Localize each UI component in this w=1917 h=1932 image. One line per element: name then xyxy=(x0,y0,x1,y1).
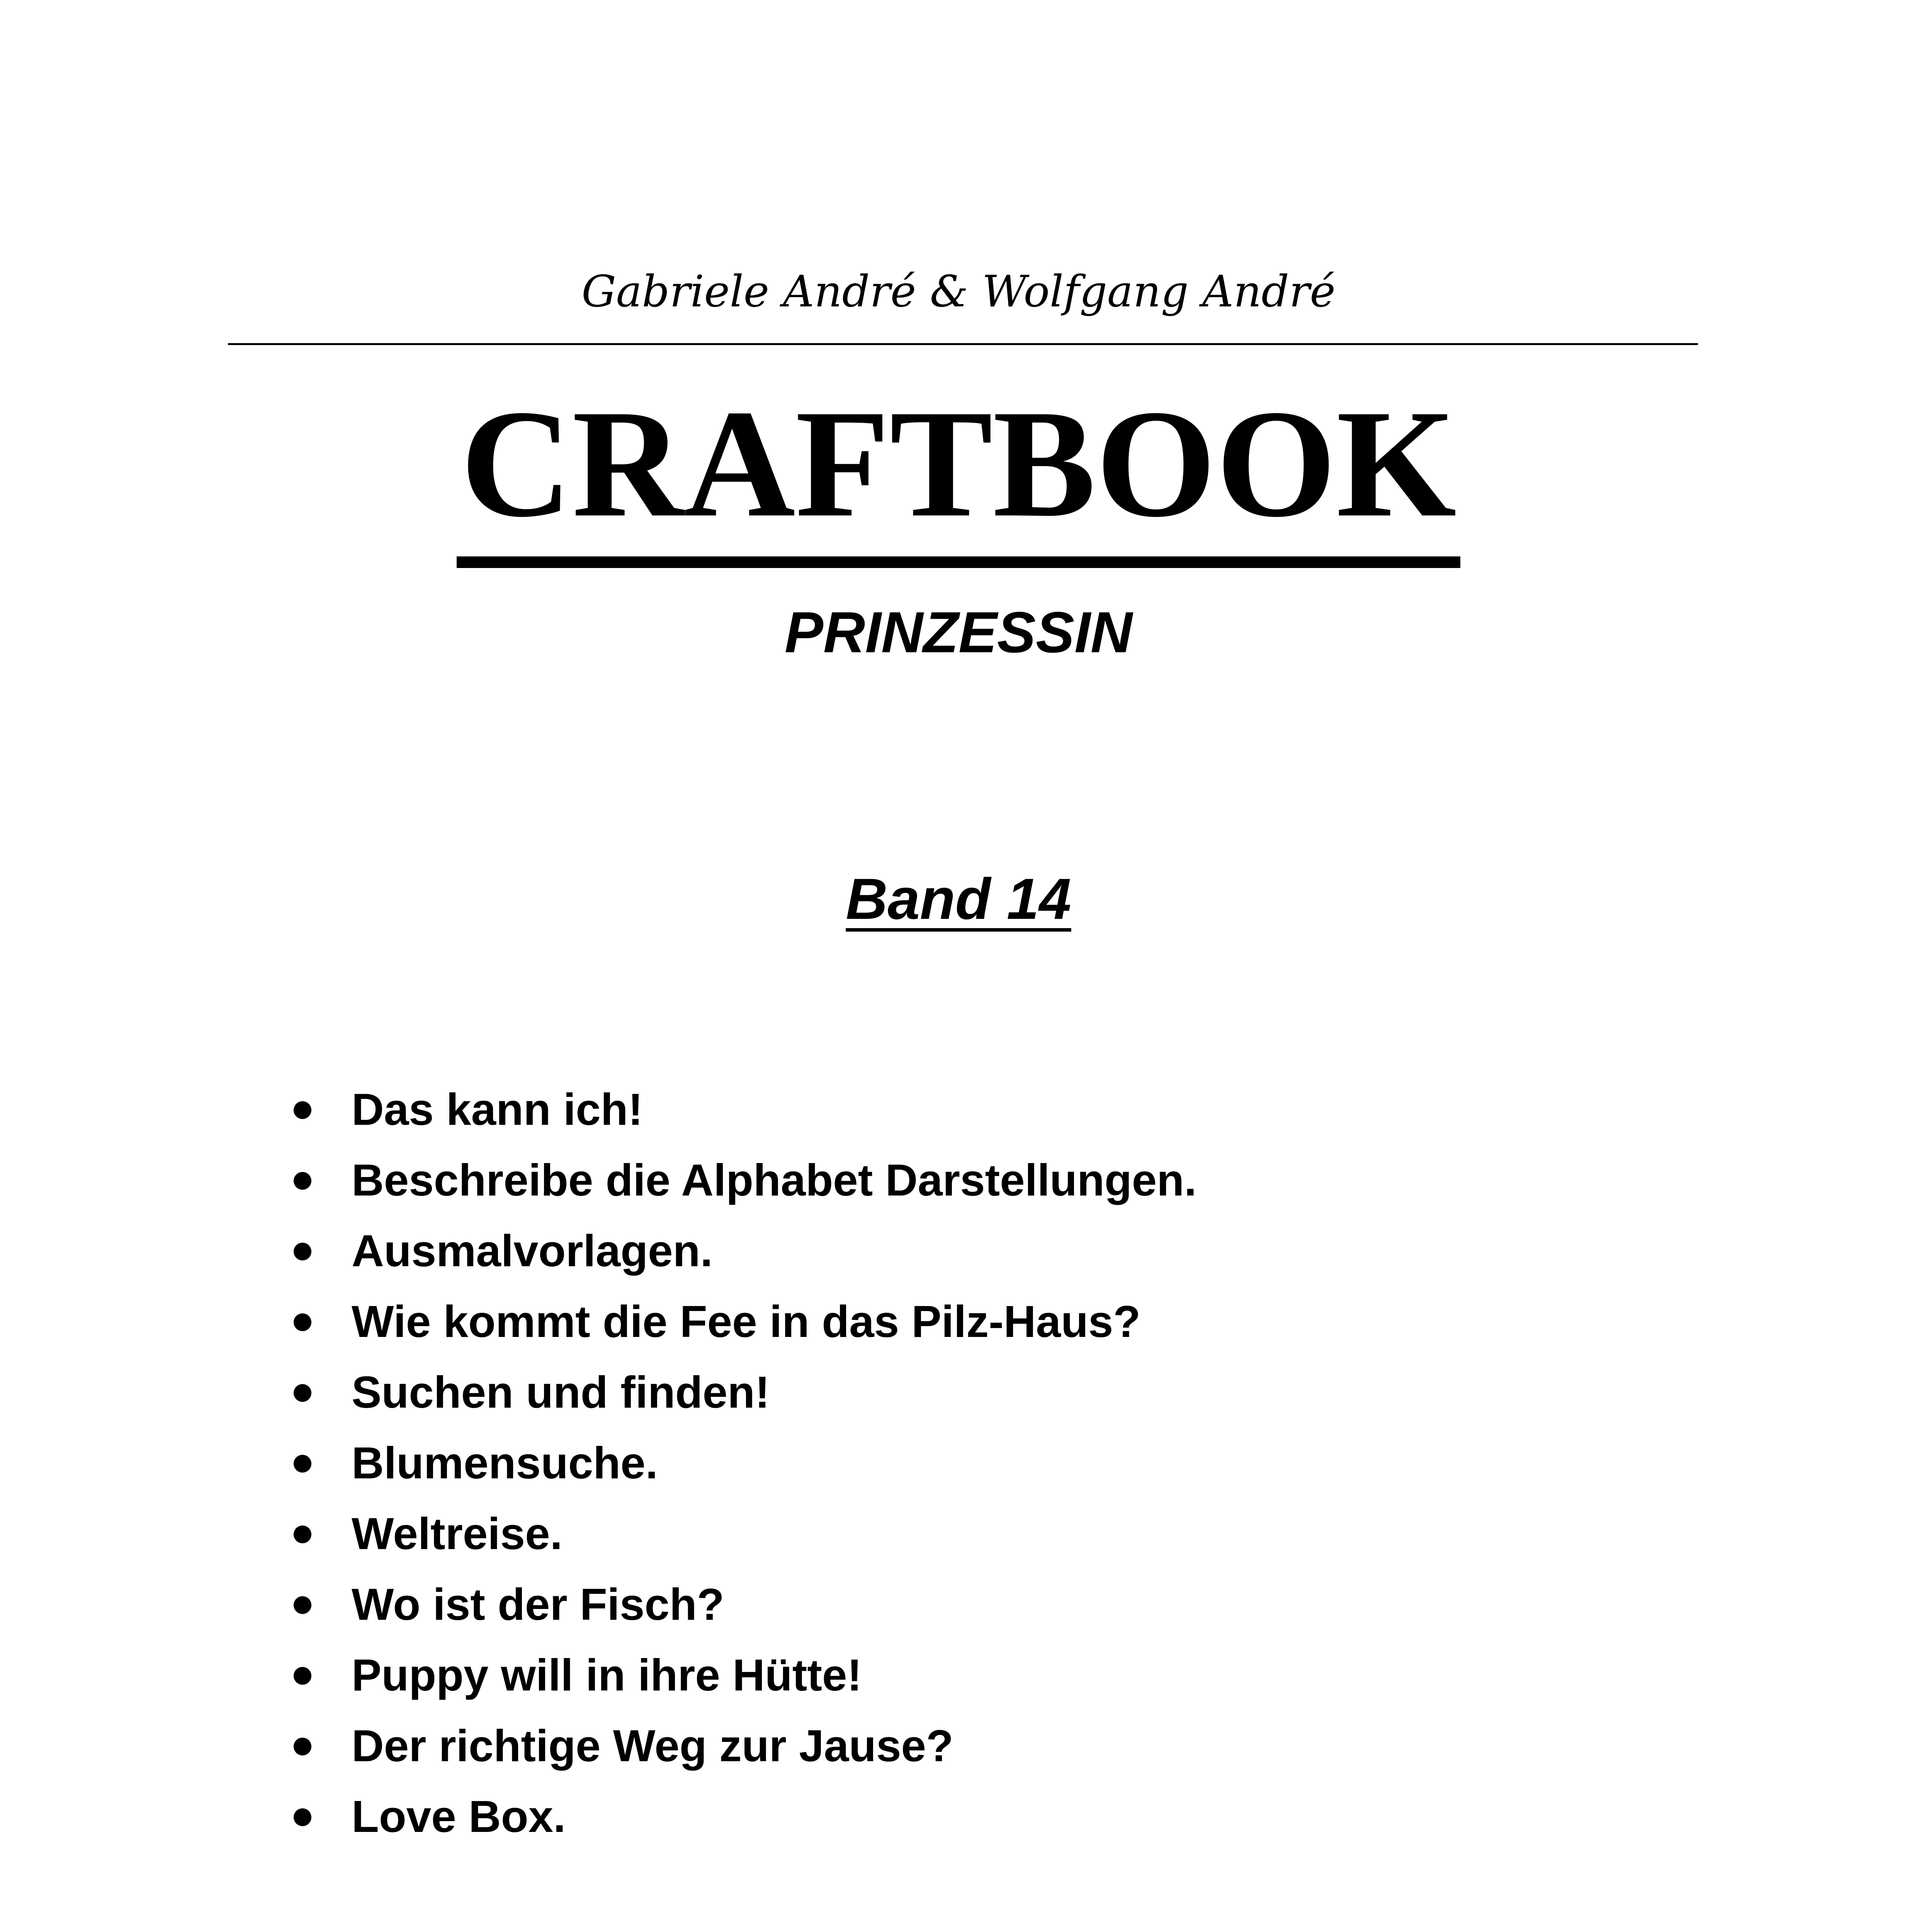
book-title: CRAFTBOOK xyxy=(457,386,1460,568)
book-subtitle: PRINZESSIN xyxy=(784,600,1133,665)
contents-list xyxy=(294,1074,1196,1852)
list-item: Puppy will in ihre Hütte! xyxy=(294,1640,1196,1711)
list-item: Beschreibe die Alphabet Darstellungen. xyxy=(294,1145,1196,1216)
author-line: Gabriele André & Wolfgang André xyxy=(581,267,1336,317)
list-item: Wie kommt die Fee in das Pilz-Haus? xyxy=(294,1286,1196,1357)
list-item: Blumensuche. xyxy=(294,1428,1196,1498)
list-item: Suchen und finden! xyxy=(294,1357,1196,1428)
gnome-painter-illustration xyxy=(672,1913,1267,1932)
list-item: Weltreise. xyxy=(294,1498,1196,1569)
list-item: Der richtige Weg zur Jause? xyxy=(294,1711,1196,1781)
list-item: Wo ist der Fisch? xyxy=(294,1569,1196,1640)
list-item: Das kann ich! xyxy=(294,1074,1196,1145)
title-block xyxy=(0,378,1917,568)
header-divider xyxy=(228,343,1698,345)
list-item: Ausmalvorlagen. xyxy=(294,1216,1196,1286)
list-item: Love Box. xyxy=(294,1781,1196,1852)
volume-label: Band 14 xyxy=(846,866,1071,931)
